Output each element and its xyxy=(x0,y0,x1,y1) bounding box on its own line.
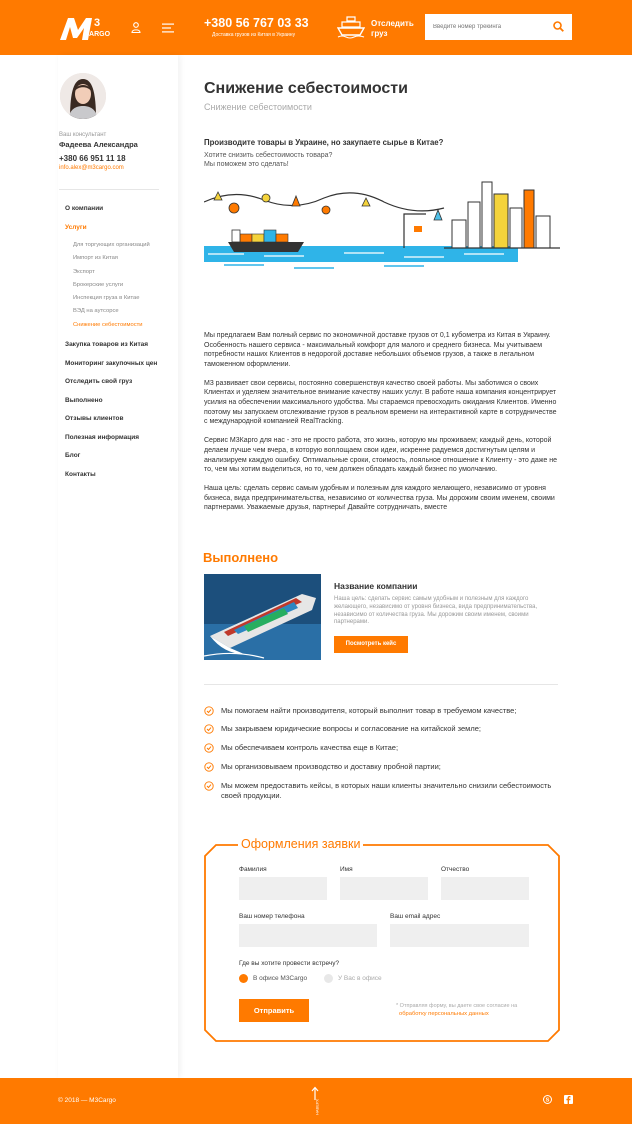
track-cargo-link[interactable]: Отследить груз xyxy=(371,19,414,38)
benefit-text: Мы организовываем производство и доставку пробной партии; xyxy=(221,762,441,771)
benefit-text: Мы помогаем найти производителя, который выполнит товар в требуемом качестве; xyxy=(221,706,517,715)
tracking-search-input[interactable] xyxy=(425,14,540,40)
nav-item-services[interactable]: Услуги xyxy=(65,223,87,231)
user-icon[interactable] xyxy=(131,22,141,33)
header-phone-subtitle: Доставка грузов из Китая в Украину xyxy=(212,32,296,38)
request-form-title: Оформления заявки xyxy=(238,837,363,851)
done-section-title: Выполнено xyxy=(203,550,279,565)
sidebar-nav xyxy=(65,205,177,489)
breadcrumb: Снижение себестоимости xyxy=(204,102,312,112)
paragraph: Мы предлагаем Вам полный сервис по экономичной доставке грузов от 0,1 кубометра из Китая в Украину. Особенность нашего сервиса - максимальный комфорт для малого и среднего бизнеса. Мы учитываем потребности наших Клиентов в недорогой доставке небольших объемов грузов, а также в легальном таможенном оформлении. xyxy=(204,332,551,368)
nav-item-about[interactable]: О компании xyxy=(65,205,104,212)
radio-office-m3-label[interactable]: В офисе М3Cargo xyxy=(253,975,308,982)
nav-subitem-outsourcing[interactable]: ВЭД на аутсорсе xyxy=(73,308,119,315)
radio-your-office-label[interactable]: У Вас в офисе xyxy=(338,975,382,982)
search-icon[interactable] xyxy=(553,21,564,32)
nav-subitem-export[interactable]: Экспорт xyxy=(73,268,95,275)
nav-subitem-import[interactable]: Импорт из Китая xyxy=(73,255,118,262)
up-arrow-icon[interactable] xyxy=(309,1086,321,1116)
skype-icon[interactable] xyxy=(543,1095,552,1104)
benefit-text: Мы можем предоставить кейсы, в которых наши клиенты значительно снизили себестоимость своей продукции. xyxy=(221,781,552,800)
content-divider xyxy=(204,684,558,685)
check-circle-icon xyxy=(204,743,214,753)
privacy-policy-link[interactable]: обработку персональных данных xyxy=(399,1011,489,1017)
facebook-icon[interactable] xyxy=(564,1095,573,1104)
check-circle-icon xyxy=(204,762,214,772)
svg-text:S: S xyxy=(545,1097,550,1104)
phone-label: Ваш номер телефона xyxy=(239,913,305,920)
benefit-item xyxy=(204,781,554,801)
consultant-name: Фадеева Александра xyxy=(59,140,138,149)
consultant-email[interactable]: info.alex@m3cargo.com xyxy=(59,165,124,171)
nav-item-reviews[interactable]: Отзывы клиентов xyxy=(65,415,124,423)
copyright: © 2018 — M3Cargo xyxy=(58,1097,116,1104)
submit-button[interactable]: Отправить xyxy=(239,999,309,1022)
intro-subtext-2: Мы поможем это сделать! xyxy=(204,161,289,168)
header-phone[interactable]: +380 56 767 03 33 xyxy=(204,16,309,30)
sidebar xyxy=(58,55,178,1078)
tracking-search xyxy=(425,14,572,40)
paragraph: Наша цель: сделать сервис самым удобным и полезным для каждого желающего, независимо от уровня бизнеса, вида предпринимательства, независимо от количества груза. Мы дорожим своим именем, своими партнерами. Уважаемые друзья, партнеры! Давайте сотрудничать, вместе xyxy=(204,485,555,512)
article-body xyxy=(204,331,558,523)
case-ship-image[interactable] xyxy=(204,574,321,660)
intro-subtext-1: Хотите снизить себестоимость товара? xyxy=(204,152,333,159)
benefit-item xyxy=(204,762,554,772)
case-company-name: Название компании xyxy=(334,581,418,591)
nav-subitem-trading[interactable]: Для торгующих организаций xyxy=(73,242,150,248)
consultant-label: Ваш консультант xyxy=(59,132,107,138)
nav-subitem-cost-reduction[interactable]: Снижение себестоимости xyxy=(73,321,143,328)
name-label: Имя xyxy=(340,866,353,873)
consent-text: * Отправляя форму, вы даете свое согласие на xyxy=(396,1003,518,1009)
nav-item-useful-info[interactable]: Полезная информация xyxy=(65,433,140,441)
nav-item-track[interactable]: Отследить свой груз xyxy=(65,378,133,386)
email-input[interactable] xyxy=(390,924,529,947)
benefit-text: Мы обеспечиваем контроль качества еще в Китае; xyxy=(221,743,399,752)
benefits-list xyxy=(204,706,554,801)
nav-subitem-brokerage[interactable]: Брокерские услуги xyxy=(73,281,124,288)
paragraph: М3 развивает свои сервисы, постоянно совершенствуя качество своей работы. Мы заботимся о своих Клиентах и уделяем значительное внимание качеству наших услуг. В работе наша компания концентрирует усилия на обеспечении максимального удобства. Мы стараемся превосходить ожидания Клиентов. Именно поэтому мы запускаем отслеживание грузов в реальном времени на интерактивной карте в сотрудничестве с международной компанией RealTracking. xyxy=(204,379,557,426)
logo-subtext: CARGO xyxy=(84,31,111,38)
nav-subitem-inspection[interactable]: Инспекция груза в Китае xyxy=(73,295,140,302)
paragraph: Сервис М3Карго для нас - это не просто работа, это жизнь, которую мы проживаем; каждый день, которой делаем лучше чем вчера, в которую воплощаем свои идеи, искренне радуемся достигнутым целям и анализируем каждую ошибку. Оптимальные сроки, стоимость, лояльное отношение к Клиенту - это даже не то, чем мы хотим выделиться, но то, чем должен обладать каждый бизнес по умолчанию. xyxy=(204,437,558,474)
phone-input[interactable] xyxy=(239,924,377,947)
intro-question: Производите товары в Украине, но закупаете сырье в Китае? xyxy=(204,138,444,147)
nav-item-purchase[interactable]: Закупка товаров из Китая xyxy=(65,341,149,349)
benefit-item xyxy=(204,706,554,716)
consultant-avatar xyxy=(60,73,106,119)
footer xyxy=(0,1078,632,1124)
ship-icon[interactable] xyxy=(337,15,365,39)
check-circle-icon xyxy=(204,724,214,734)
logistics-illustration xyxy=(204,160,560,275)
lastname-label: Фамилия xyxy=(239,866,267,873)
svg-text:НАВЕРХ: НАВЕРХ xyxy=(314,1098,320,1115)
benefit-item xyxy=(204,724,554,734)
email-label: Ваш email адрес xyxy=(390,913,441,920)
meeting-question: Где вы хотите провести встречу? xyxy=(239,960,340,967)
radio-your-office[interactable] xyxy=(324,974,333,983)
svg-text:3: 3 xyxy=(94,17,101,29)
nav-item-blog[interactable]: Блог xyxy=(65,452,81,460)
radio-office-m3-selected[interactable] xyxy=(239,974,248,983)
case-description: Наша цель: сделать сервис самым удобным и полезным для каждого желающего, независимо от уровня бизнеса, вида предпринимательства, независимо от количества груза. Мы дорожим своим именем, своими партнерами. xyxy=(334,596,538,626)
nav-item-done[interactable]: Выполнено xyxy=(65,396,103,404)
lastname-input[interactable] xyxy=(239,877,327,900)
benefit-item xyxy=(204,743,554,753)
header xyxy=(0,0,632,55)
check-circle-icon xyxy=(204,706,214,716)
check-circle-icon xyxy=(204,781,214,791)
name-input[interactable] xyxy=(340,877,428,900)
sidebar-divider xyxy=(59,189,159,190)
menu-icon[interactable] xyxy=(162,23,174,33)
patronymic-input[interactable] xyxy=(441,877,529,900)
nav-item-price-monitoring[interactable]: Мониторинг закупочных цен xyxy=(65,359,158,367)
benefit-text: Мы закрываем юридические вопросы и согласование на китайской земле; xyxy=(221,724,481,733)
page-title: Снижение себестоимости xyxy=(204,80,408,97)
nav-item-contacts[interactable]: Контакты xyxy=(65,470,96,478)
view-case-button[interactable]: Посмотреть кейс xyxy=(334,636,408,653)
patronymic-label: Отчество xyxy=(441,866,470,873)
consultant-phone[interactable]: +380 66 951 11 18 xyxy=(59,154,126,163)
